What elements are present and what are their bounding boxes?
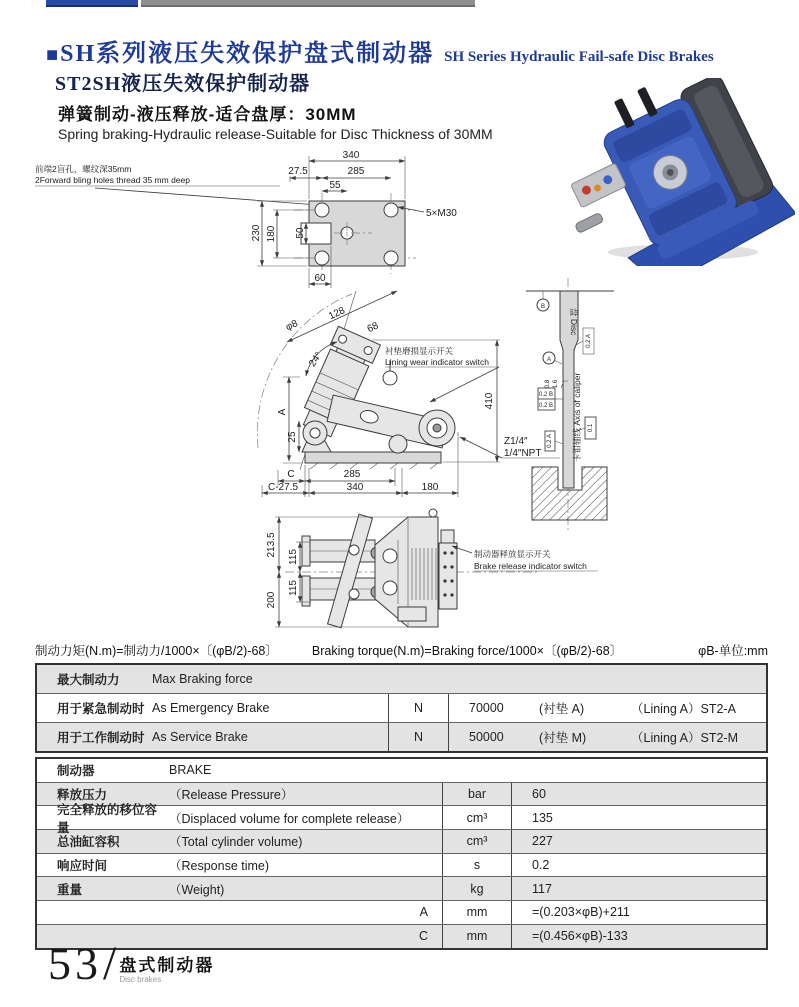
- row-label-en: （Displaced volume for complete release）: [169, 811, 410, 826]
- table-row: [37, 876, 766, 900]
- table-header-row: [37, 665, 766, 693]
- top-bar-blue: [46, 0, 138, 7]
- roughness-2: 1.6: [553, 379, 559, 389]
- value-cell: =(0.203×φB)+211: [532, 905, 630, 920]
- release-switch-label-en: Brake release indicator switch: [474, 561, 587, 571]
- title-zh: SH系列液压失效保护盘式制动器: [60, 41, 435, 67]
- dim-label: 230: [251, 224, 262, 242]
- model-subtitle: ST2SH液压失效保护制动器: [55, 73, 311, 95]
- dim-label: 200: [266, 591, 277, 609]
- formula-zh: 制动力矩(N.m)=制动力/1000×〔(φB/2)-68〕: [35, 644, 278, 658]
- page-number: 53: [48, 938, 102, 989]
- row-label-en: As Emergency Brake: [152, 701, 270, 715]
- page-footer: [48, 938, 214, 990]
- dim-label: 180: [421, 482, 439, 493]
- dim-label: 180: [266, 225, 277, 243]
- table-row: [37, 900, 766, 924]
- dim-label: 128: [327, 305, 347, 323]
- value-cell: 70000: [469, 701, 504, 715]
- dim-label: 68: [365, 320, 381, 336]
- lining-note-zh: (衬垫 M): [539, 731, 587, 745]
- tolerance-frame: 0.2 A: [586, 334, 592, 348]
- unit-cell: N: [388, 723, 449, 751]
- unit-cell: kg: [442, 877, 512, 900]
- row-label-zh: 重量: [57, 882, 83, 897]
- footer-slash: /: [103, 937, 117, 990]
- table-header-row: [37, 759, 766, 782]
- datum-b-label: B: [540, 304, 546, 310]
- row-letter: A: [419, 905, 428, 920]
- dim-label: 60: [314, 273, 326, 284]
- datum-a-label: A: [546, 357, 552, 363]
- roughness-1: 0.8: [545, 379, 551, 389]
- thread-spec-label: 5×M30: [426, 208, 457, 219]
- dim-label: A: [277, 408, 288, 416]
- dim-label: φ8: [284, 318, 300, 334]
- unit-cell: cm³: [442, 806, 512, 829]
- value-cell: 60: [532, 787, 546, 802]
- dim-label: 285: [347, 166, 365, 177]
- row-label-zh: 用于工作制动时: [57, 731, 145, 745]
- header-en: BRAKE: [169, 763, 212, 778]
- row-label-zh: 总油缸容积: [57, 835, 120, 850]
- row-label-en: （Release Pressure）: [169, 788, 294, 803]
- tolerance-frame: 0.2 B: [538, 403, 554, 409]
- disc-label: 盘 Disc: [569, 308, 579, 336]
- feature-line-en: Spring braking-Hydraulic release-Suitable for Disc Thickness of 30MM: [58, 126, 493, 142]
- header-zh: 制动器: [57, 764, 95, 779]
- caliper-axis-label: 卡钳轴线 Axis of caliper: [572, 372, 582, 462]
- value-cell: 135: [532, 810, 553, 825]
- row-label-zh: 完全释放的移位容量: [57, 802, 158, 835]
- wear-switch-label-zh: 衬垫磨损显示开关: [385, 346, 454, 356]
- header-zh: 最大制动力: [57, 673, 120, 687]
- table-row: [37, 853, 766, 877]
- row-label-en: （Response time): [169, 859, 270, 874]
- page-title: [46, 33, 714, 68]
- title-bullet: ■: [46, 44, 59, 66]
- dim-label: 24°: [307, 350, 325, 369]
- row-label-en: As Service Brake: [152, 730, 248, 744]
- lining-note-zh: (衬垫 A): [539, 702, 585, 716]
- value-cell: 50000: [469, 730, 504, 744]
- dim-label: 27.5: [288, 166, 308, 177]
- table-row: [37, 722, 766, 751]
- lining-note-en: （Lining A）ST2-A: [631, 702, 736, 716]
- value-cell: 117: [532, 881, 552, 896]
- blind-hole-note-zh: 前端2盲孔，螺纹深35mm: [35, 164, 132, 174]
- blind-hole-note-en: 2Forward bling holes thread 35 mm deep: [35, 175, 190, 185]
- row-letter: C: [418, 929, 428, 944]
- dim-label: 340: [342, 150, 360, 161]
- header-en: Max Braking force: [152, 672, 253, 686]
- dim-label: 410: [484, 392, 495, 410]
- row-label-zh: 用于紧急制动时: [57, 702, 145, 716]
- front-view-drawing: [266, 509, 598, 628]
- dim-label: 340: [346, 482, 364, 493]
- dim-label: 25: [287, 431, 298, 443]
- footer-section-zh: 盘式制动器: [119, 956, 215, 975]
- side-view-drawing: [257, 291, 560, 497]
- dim-label: 55: [329, 180, 341, 191]
- release-switch-label-zh: 制动器释放显示开关: [474, 549, 551, 559]
- row-label-en: （Total cylinder volume): [169, 835, 303, 850]
- lining-note-en: （Lining A）ST2-M: [631, 731, 738, 745]
- table-row: [37, 693, 766, 722]
- unit-cell: cm³: [442, 830, 512, 853]
- value-cell: =(0.456×φB)-133: [532, 929, 628, 944]
- wear-switch-label-en: Lining wear indicator switch: [385, 357, 489, 367]
- dim-label: C-27.5: [267, 482, 299, 493]
- unit-cell: bar: [442, 783, 512, 806]
- unit-cell: N: [388, 694, 449, 722]
- dim-label: 50: [295, 227, 306, 239]
- tolerance-frame: 0.2 A: [547, 434, 553, 448]
- brake-spec-table: [35, 757, 768, 950]
- table-row: [37, 829, 766, 853]
- unit-cell: s: [442, 854, 512, 877]
- row-label-en: （Weight): [169, 882, 225, 897]
- dim-label: C: [287, 469, 295, 480]
- unit-cell: mm: [442, 925, 512, 948]
- formula-en: Braking torque(N.m)=Braking force/1000×〔(φB/2)-68〕: [311, 644, 623, 658]
- dim-label: 213.5: [266, 532, 277, 558]
- unit-cell: mm: [442, 901, 512, 924]
- dim-label: 115: [288, 549, 299, 565]
- technical-drawings: [20, 148, 780, 645]
- max-braking-force-table: [35, 663, 768, 753]
- row-label-zh: 响应时间: [57, 859, 108, 874]
- value-cell: 0.2: [532, 858, 550, 873]
- tolerance-frame: 0.2 B: [538, 392, 554, 398]
- value-cell: 227: [532, 834, 553, 849]
- title-en: SH Series Hydraulic Fail-safe Disc Brakes: [444, 49, 714, 65]
- table-row: [37, 802, 766, 835]
- top-view-drawing: [35, 150, 457, 288]
- disc-section-drawing: [526, 278, 614, 532]
- footer-section-en: Disc brakes: [119, 975, 162, 984]
- formula-unit-note: φB-单位:mm: [698, 644, 768, 658]
- row-label-zh: 释放压力: [57, 788, 108, 803]
- dim-label: 115: [288, 580, 299, 596]
- torque-formula: [35, 641, 768, 659]
- port-label-2: 1/4″NPT: [504, 448, 542, 459]
- feature-line-zh: 弹簧制动-液压释放-适合盘厚：30MM: [58, 105, 357, 124]
- dim-label: 285: [343, 469, 361, 480]
- top-bar-gray: [141, 0, 475, 7]
- port-label-1: Z1/4″: [504, 436, 528, 447]
- tolerance-frame: 0.1: [588, 423, 594, 433]
